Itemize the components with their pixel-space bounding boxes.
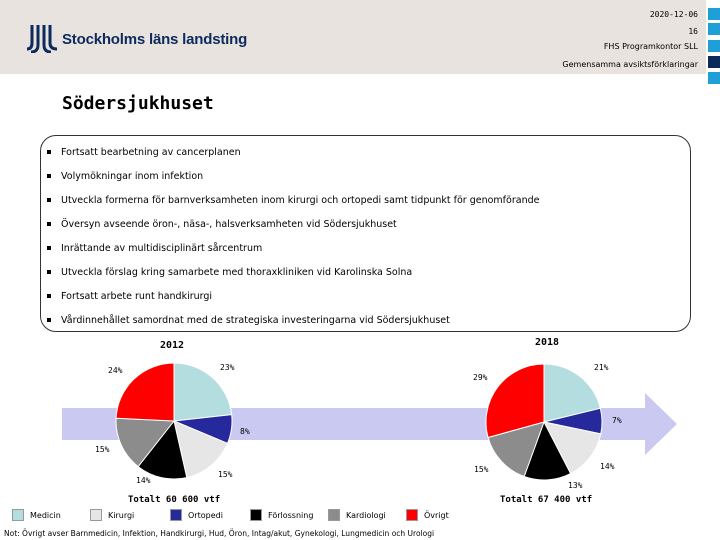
data-label-2018-ovrigt: 29% bbox=[473, 373, 488, 382]
page-title: Södersjukhuset bbox=[62, 93, 214, 114]
legend-item: Övrigt bbox=[406, 509, 449, 521]
pie-chart-2012 bbox=[114, 361, 234, 481]
chart-total-2018: Totalt 67 400 vtf bbox=[500, 495, 593, 505]
header-subtitle: Gemensamma avsiktsförklaringar bbox=[562, 60, 698, 69]
data-label-2018-kardiologi: 15% bbox=[474, 465, 489, 474]
data-label-2018-forlossning: 13% bbox=[568, 481, 583, 490]
legend-item: Kardiologi bbox=[328, 509, 386, 521]
data-label-2012-kirurgi: 15% bbox=[218, 470, 233, 479]
chart-total-2012: Totalt 60 600 vtf bbox=[128, 495, 221, 505]
bullet-item: Volymökningar inom infektion bbox=[47, 171, 203, 182]
pie-chart-2018 bbox=[484, 362, 604, 482]
footnote: Not: Övrigt avser Barnmedicin, Infektion, Handkirurgi, Hud, Öron, Intag/akut, Gynekologi, Lungmedicin och Urologi bbox=[4, 529, 435, 538]
data-label-2012-kardiologi: 15% bbox=[95, 445, 110, 454]
pie-slice-2012-övrigt bbox=[116, 363, 174, 421]
data-label-2018-medicin: 21% bbox=[594, 363, 609, 372]
data-label-2012-medicin: 23% bbox=[220, 363, 235, 372]
legend-swatch bbox=[406, 509, 418, 521]
bullet-item: Översyn avseende öron-, näsa-, halsverksamheten vid Södersjukhuset bbox=[47, 219, 397, 230]
legend-item: Kirurgi bbox=[90, 509, 134, 521]
legend-swatch bbox=[90, 509, 102, 521]
page-number: 16 bbox=[688, 27, 698, 36]
data-label-2012-ovrigt: 24% bbox=[108, 366, 123, 375]
chart-title-2018: 2018 bbox=[535, 337, 560, 348]
legend-swatch bbox=[170, 509, 182, 521]
bullet-item: Utveckla förslag kring samarbete med thoraxkliniken vid Karolinska Solna bbox=[47, 267, 412, 278]
legend-item: Medicin bbox=[12, 509, 61, 521]
date-label: 2020-12-06 bbox=[649, 10, 698, 19]
program-label: FHS Programkontor SLL bbox=[603, 42, 698, 51]
legend-swatch bbox=[12, 509, 24, 521]
bullet-item: Utveckla formerna för barnverksamheten inom kirurgi och ortopedi samt tidpunkt för genomförande bbox=[47, 195, 539, 206]
logo-text: Stockholms läns landsting bbox=[62, 30, 248, 48]
data-label-2018-ortopedi: 7% bbox=[612, 416, 622, 425]
data-label-2012-ortopedi: 8% bbox=[240, 427, 250, 436]
bullet-item: Fortsatt bearbetning av cancerplanen bbox=[47, 147, 241, 158]
legend-item: Ortopedi bbox=[170, 509, 223, 521]
legend-item: Förlossning bbox=[250, 509, 313, 521]
legend-swatch bbox=[250, 509, 262, 521]
data-label-2012-forlossning: 14% bbox=[136, 476, 151, 485]
data-label-2018-kirurgi: 14% bbox=[600, 462, 615, 471]
bullet-item: Fortsatt arbete runt handkirurgi bbox=[47, 291, 212, 302]
legend-swatch bbox=[328, 509, 340, 521]
chart-title-2012: 2012 bbox=[160, 340, 185, 351]
bullet-item: Vårdinnehållet samordnat med de strategiska investeringarna vid Södersjukhuset bbox=[47, 315, 450, 326]
bullet-item: Inrättande av multidisciplinärt sårcentrum bbox=[47, 243, 262, 254]
